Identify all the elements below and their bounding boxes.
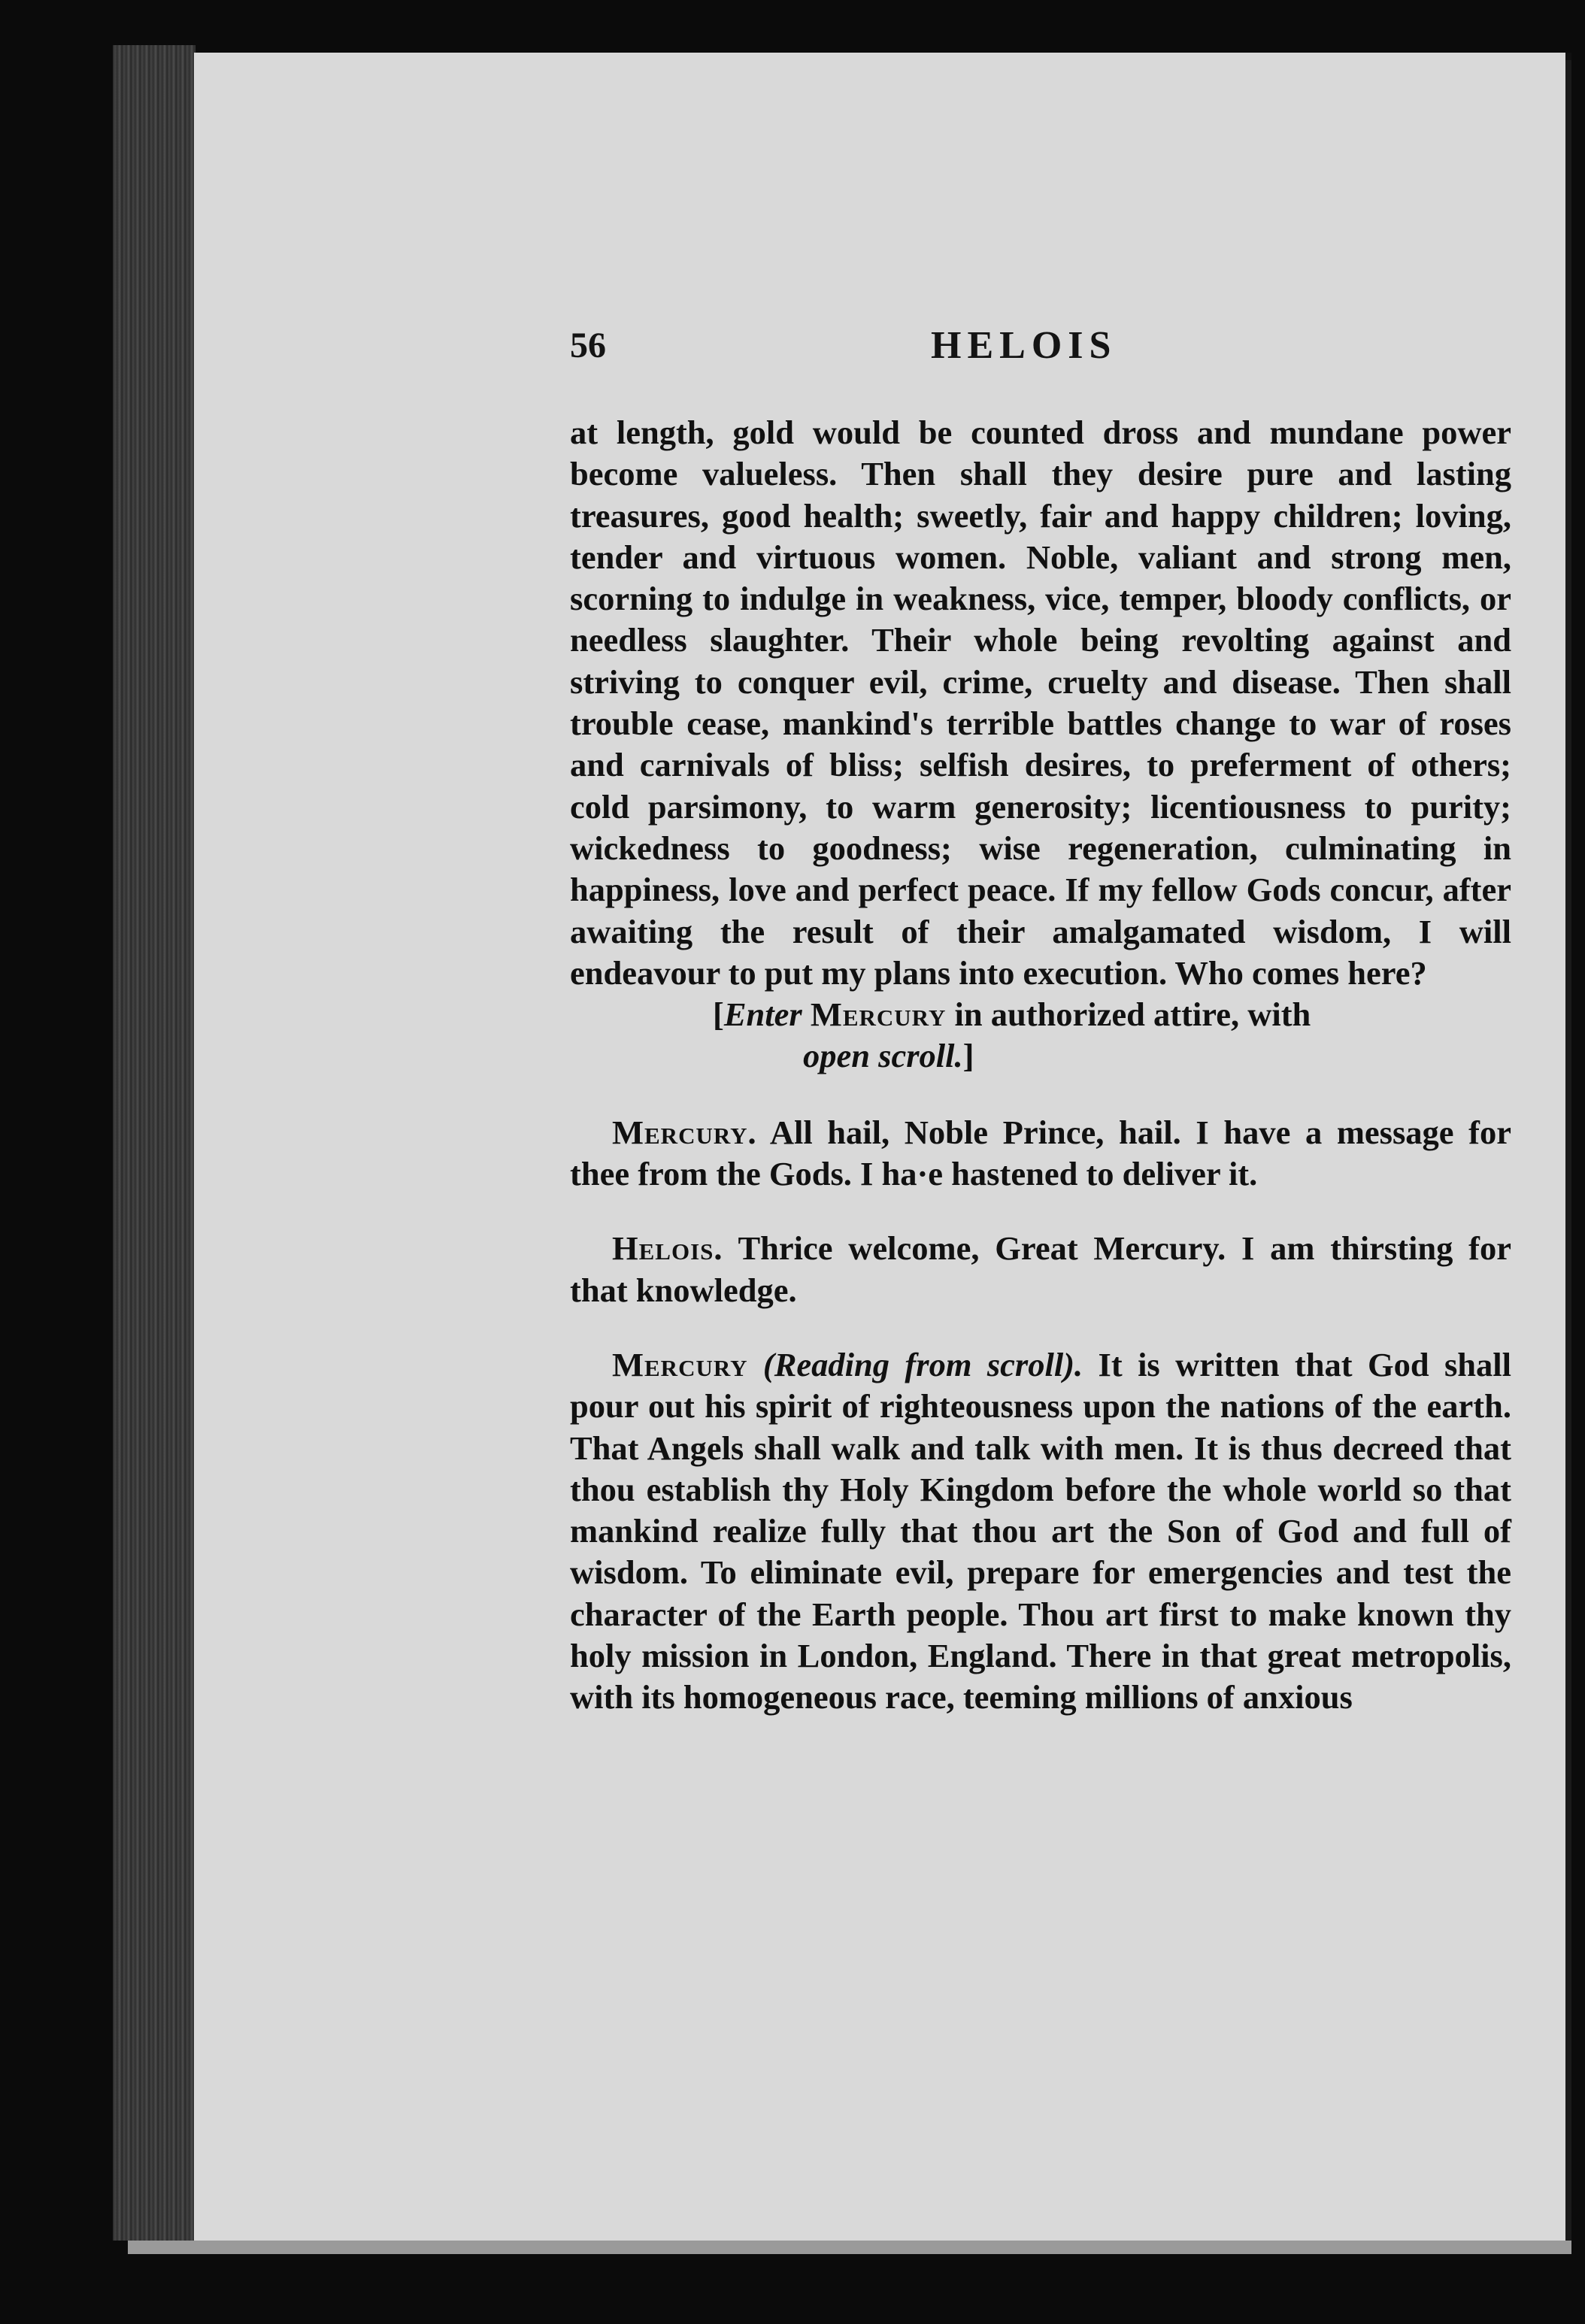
stage-direction-scroll: open scroll.	[803, 1037, 963, 1075]
speaker-name: Mercury	[612, 1345, 748, 1383]
page-number: 56	[570, 326, 606, 365]
speech-mercury-2	[570, 1344, 1511, 1719]
page-body	[570, 412, 1511, 1752]
speech-text: Thrice welcome, Great Mercury. I am thirsting for that knowledge.	[570, 1229, 1511, 1309]
speech-text: All hail, Noble Prince, hail. I have a message for thee from the Gods. I ha·e hastened to deliver it.	[570, 1113, 1511, 1193]
paragraph-narration: at length, gold would be counted dross and mundane power become valueless. Then shall they desire pure and lasting treasures, good health; sweetly, fair and happy children; loving, tender and virtuous women. Noble, valiant and strong men, scorning to indulge in weakness, vice, temper, bloody conflicts, or needless slaughter. Their whole being revolting against and striving to conquer evil, crime, cruelty and disease. Then shall trouble cease, mankind's terrible battles change to war of roses and carnivals of bliss; selfish desires, to preferment of others; cold parsimony, to warm generosity; licentiousness to purity; wickedness to goodness; wise regeneration, culminating in happiness, love and perfect peace. If my fellow Gods concur, after awaiting the result of their amalgamated wisdom, I will endeavour to put my plans into execution. Who comes here?	[570, 414, 1511, 992]
speech-helois-1	[570, 1228, 1511, 1311]
speech-mercury-1	[570, 1112, 1511, 1195]
speaker-name: Mercury.	[612, 1113, 757, 1151]
page-bottom-edge	[128, 2241, 1571, 2254]
stage-direction-line2	[713, 1035, 1511, 1077]
running-head	[0, 0, 1585, 406]
running-title: HELOIS	[931, 324, 1117, 367]
speaker-name: Helois.	[612, 1229, 723, 1268]
stage-direction	[570, 994, 1511, 1077]
speech-text: It is written that God shall pour out his spirit of righteousness upon the nations of the earth. That Angels shall walk and talk with men. It is thus decreed that thou establish thy Holy Kingdom before the whole world so that mankind realize fully that thou art the Son of God and full of wisdom. To eliminate evil, prepare for emergencies and test the character of the Earth people. Thou art first to make known thy holy mission in London, England. There in that great metropolis, with its homogeneous race, teeming millions of anxious	[570, 1345, 1512, 1716]
stage-direction-text: in authorized attire, with	[946, 995, 1311, 1034]
stage-bracket-close: ]	[962, 1037, 974, 1075]
speech-direction: (Reading from scroll).	[747, 1345, 1083, 1383]
stage-character-name: Mercury	[810, 995, 947, 1034]
stage-verb: Enter	[723, 995, 802, 1034]
stage-bracket-open: [	[713, 995, 724, 1034]
